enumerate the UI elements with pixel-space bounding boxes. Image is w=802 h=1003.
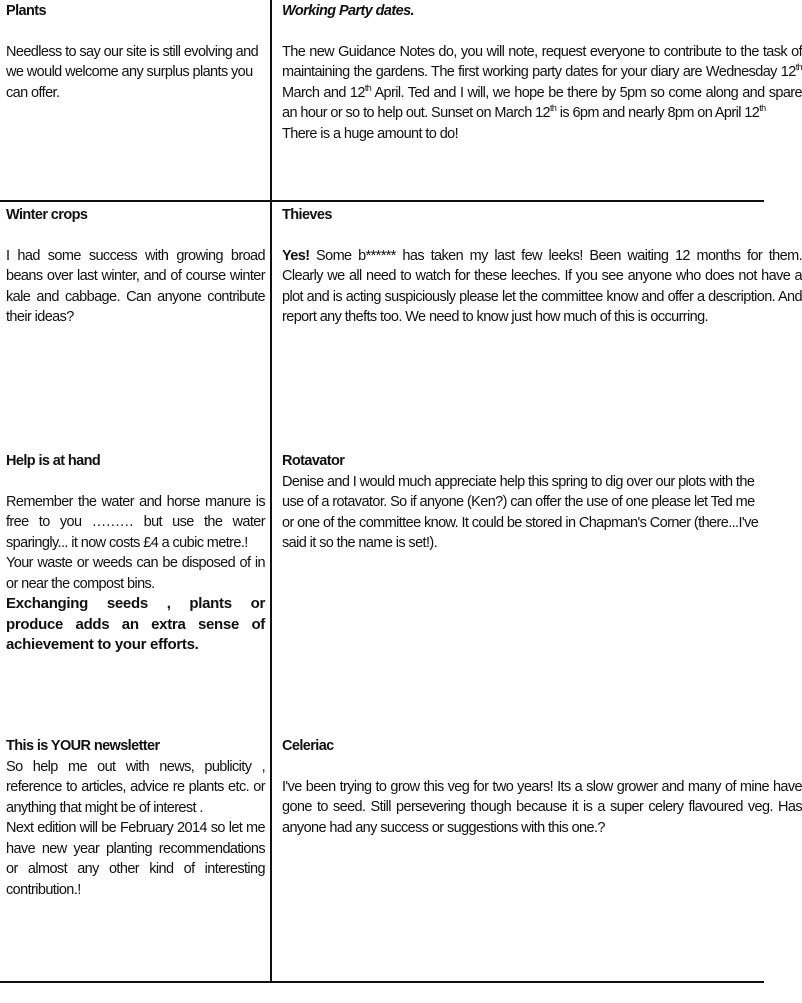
thieves-section <box>282 205 802 328</box>
plants-title: Plants <box>6 3 46 19</box>
working-party-title: Working Party dates. <box>282 3 414 19</box>
rotavator-title: Rotavator <box>282 453 345 469</box>
help-section <box>6 451 265 656</box>
celeriac-title: Celeriac <box>282 738 334 754</box>
right-column <box>272 0 802 1003</box>
working-party-closing: There is a huge amount to do! <box>282 125 459 142</box>
winter-crops-body: I had some success with growing broad beans over last winter, and of course winter kale and cabbage. Can anyone contribute their ideas? <box>6 247 265 325</box>
newsletter-title: This is YOUR newsletter <box>6 738 160 754</box>
winter-crops-section <box>6 205 265 328</box>
rotavator-body: Denise and I would much appreciate help this spring to dig over our plots with the use of a rotavator. So if anyone (Ken?) can offer the use of one please let Ted me or one of the committee know. It could be stored in Chapman's Corner (there...I've said it so the name is set!). <box>282 473 759 551</box>
working-party-section <box>282 1 802 144</box>
plants-body: Needless to say our site is still evolving and we would welcome any surplus plants you can offer. <box>6 43 259 101</box>
rotavator-section <box>282 451 802 554</box>
celeriac-section <box>282 736 802 838</box>
help-title: Help is at hand <box>6 453 101 469</box>
help-body-2: Your waste or weeds can be disposed of in or near the compost bins. <box>6 555 265 592</box>
thieves-body: Yes! Some b****** has taken my last few leeks! Been waiting 12 months for them. Clearly we all need to watch for these leeches. If you see anyone who does not have a plot and is acting suspiciously please let the committee know and offer a description. And report any thefts too. We need to know just how much of this is occurring. <box>282 247 802 325</box>
plants-section <box>6 1 265 103</box>
thieves-title: Thieves <box>282 207 332 223</box>
working-party-body: The new Guidance Notes do, you will note, request everyone to contribute to the task of maintaining the gardens. The first working party dates for your diary are Wednesday 12th March and 12th April. Ted and I will, we hope be there by 5pm so come along and spare an hour or so to help out. Sunset on March 12th is 6pm and nearly 8pm on April 12th <box>282 43 802 121</box>
help-body-1: Remember the water and horse manure is free to you ……… but use the water sparingly... it now costs £4 a cubic metre.! <box>6 493 265 551</box>
help-body-bold: Exchanging seeds , plants or produce adds an extra sense of achievement to your efforts. <box>6 595 265 653</box>
newsletter-body-1: So help me out with news, publicity , reference to articles, advice re plants etc. or anything that might be of interest . <box>6 758 265 816</box>
newsletter-section <box>6 736 265 900</box>
winter-crops-title: Winter crops <box>6 207 88 223</box>
celeriac-body: I've been trying to grow this veg for two years! Its a slow grower and many of mine have gone to seed. Still persevering though because it is a super celery flavoured veg. Has anyone had any success or suggestions with this one.? <box>282 778 802 836</box>
newsletter-body-2: Next edition will be February 2014 so let me have new year planting recommendations or almost any other kind of interesting contribution.! <box>6 820 265 898</box>
